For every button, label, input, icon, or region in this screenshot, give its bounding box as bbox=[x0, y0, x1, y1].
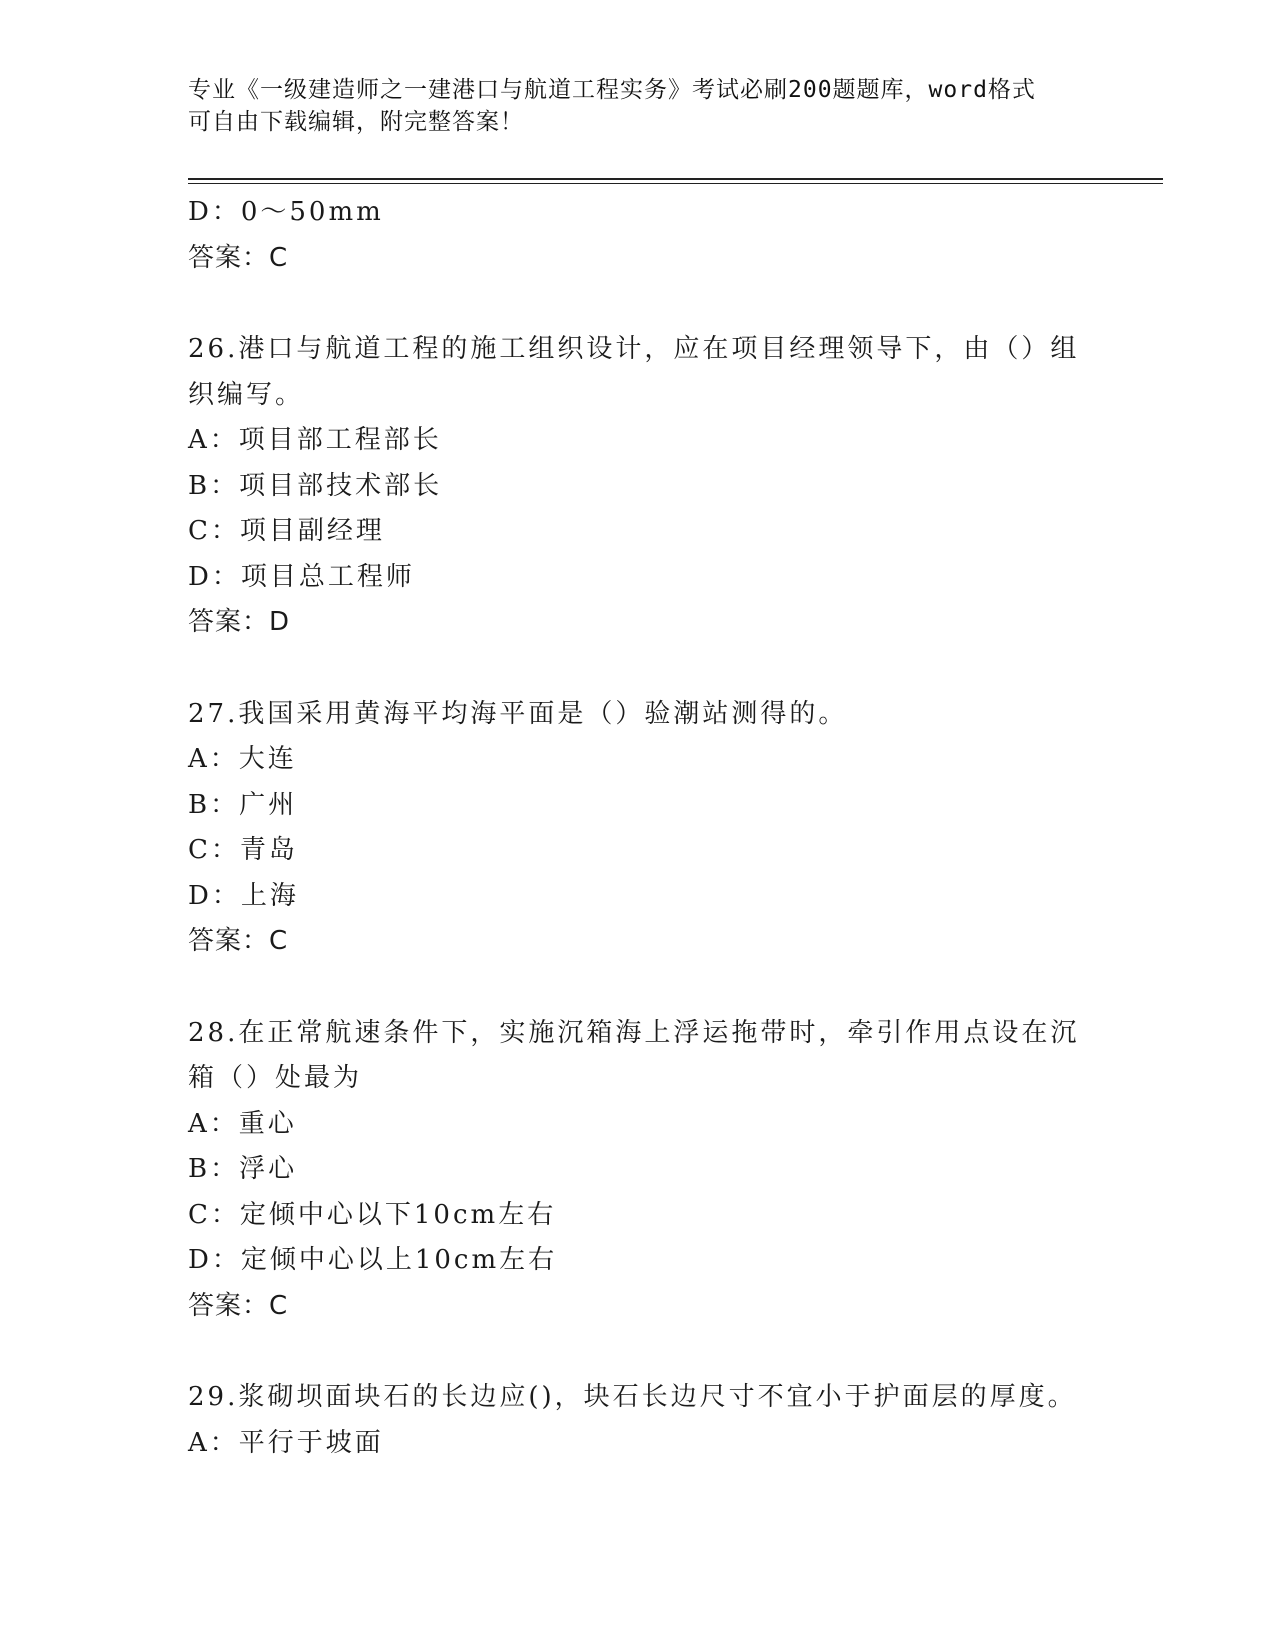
option-a: A：平行于坡面 bbox=[188, 1427, 384, 1458]
option-c: C：定倾中心以下10cm左右 bbox=[188, 1199, 557, 1230]
option-d: D：0～50mm bbox=[188, 197, 384, 227]
header-divider-thick bbox=[188, 178, 1163, 180]
option-a: A：大连 bbox=[188, 744, 297, 774]
question-28 bbox=[188, 1011, 1088, 1330]
option-a: A：项目部工程部长 bbox=[188, 425, 442, 455]
header-title-line-2: 可自由下载编辑，附完整答案！ bbox=[188, 109, 524, 135]
answer-line: 答案：C bbox=[188, 1290, 289, 1321]
option-b: B：广州 bbox=[188, 789, 298, 820]
option-d: D：上海 bbox=[188, 880, 299, 911]
spacer bbox=[188, 281, 1088, 327]
question-26 bbox=[188, 327, 1088, 646]
answer-line: 答案：C bbox=[188, 926, 289, 956]
question-stem: 27.我国采用黄海平均海平面是（）验潮站测得的。 bbox=[188, 698, 848, 729]
question-stem: 28.在正常航速条件下，实施沉箱海上浮运拖带时，牵引作用点设在沉 bbox=[188, 1017, 1080, 1048]
option-d: D：项目总工程师 bbox=[188, 561, 415, 592]
answer-line: 答案：C bbox=[188, 242, 289, 273]
question-stem-continued: 织编写。 bbox=[188, 379, 305, 410]
question-stem: 26.港口与航道工程的施工组织设计，应在项目经理领导下，由（）组 bbox=[188, 334, 1080, 364]
option-b: B：项目部技术部长 bbox=[188, 470, 443, 501]
header-title-line-1: 专业《一级建造师之一建港口与航道工程实务》考试必刷200题题库，word格式 bbox=[188, 77, 1036, 103]
previous-question-tail bbox=[188, 190, 1088, 281]
question-list bbox=[188, 190, 1088, 1466]
question-27 bbox=[188, 692, 1088, 965]
option-c: C：青岛 bbox=[188, 835, 298, 865]
spacer bbox=[188, 965, 1088, 1011]
header-divider-thin bbox=[188, 183, 1163, 184]
option-c: C：项目副经理 bbox=[188, 516, 385, 546]
question-stem-continued: 箱（）处最为 bbox=[188, 1063, 363, 1093]
option-d: D：定倾中心以上10cm左右 bbox=[188, 1245, 558, 1275]
option-a: A：重心 bbox=[188, 1108, 297, 1139]
question-stem: 29.浆砌坝面块石的长边应()，块石长边尺寸不宜小于护面层的厚度。 bbox=[188, 1382, 1077, 1412]
question-29 bbox=[188, 1375, 1088, 1466]
spacer bbox=[188, 646, 1088, 692]
option-b: B：浮心 bbox=[188, 1154, 298, 1184]
answer-line: 答案：D bbox=[188, 607, 291, 637]
spacer bbox=[188, 1329, 1088, 1375]
document-header bbox=[188, 74, 1088, 138]
